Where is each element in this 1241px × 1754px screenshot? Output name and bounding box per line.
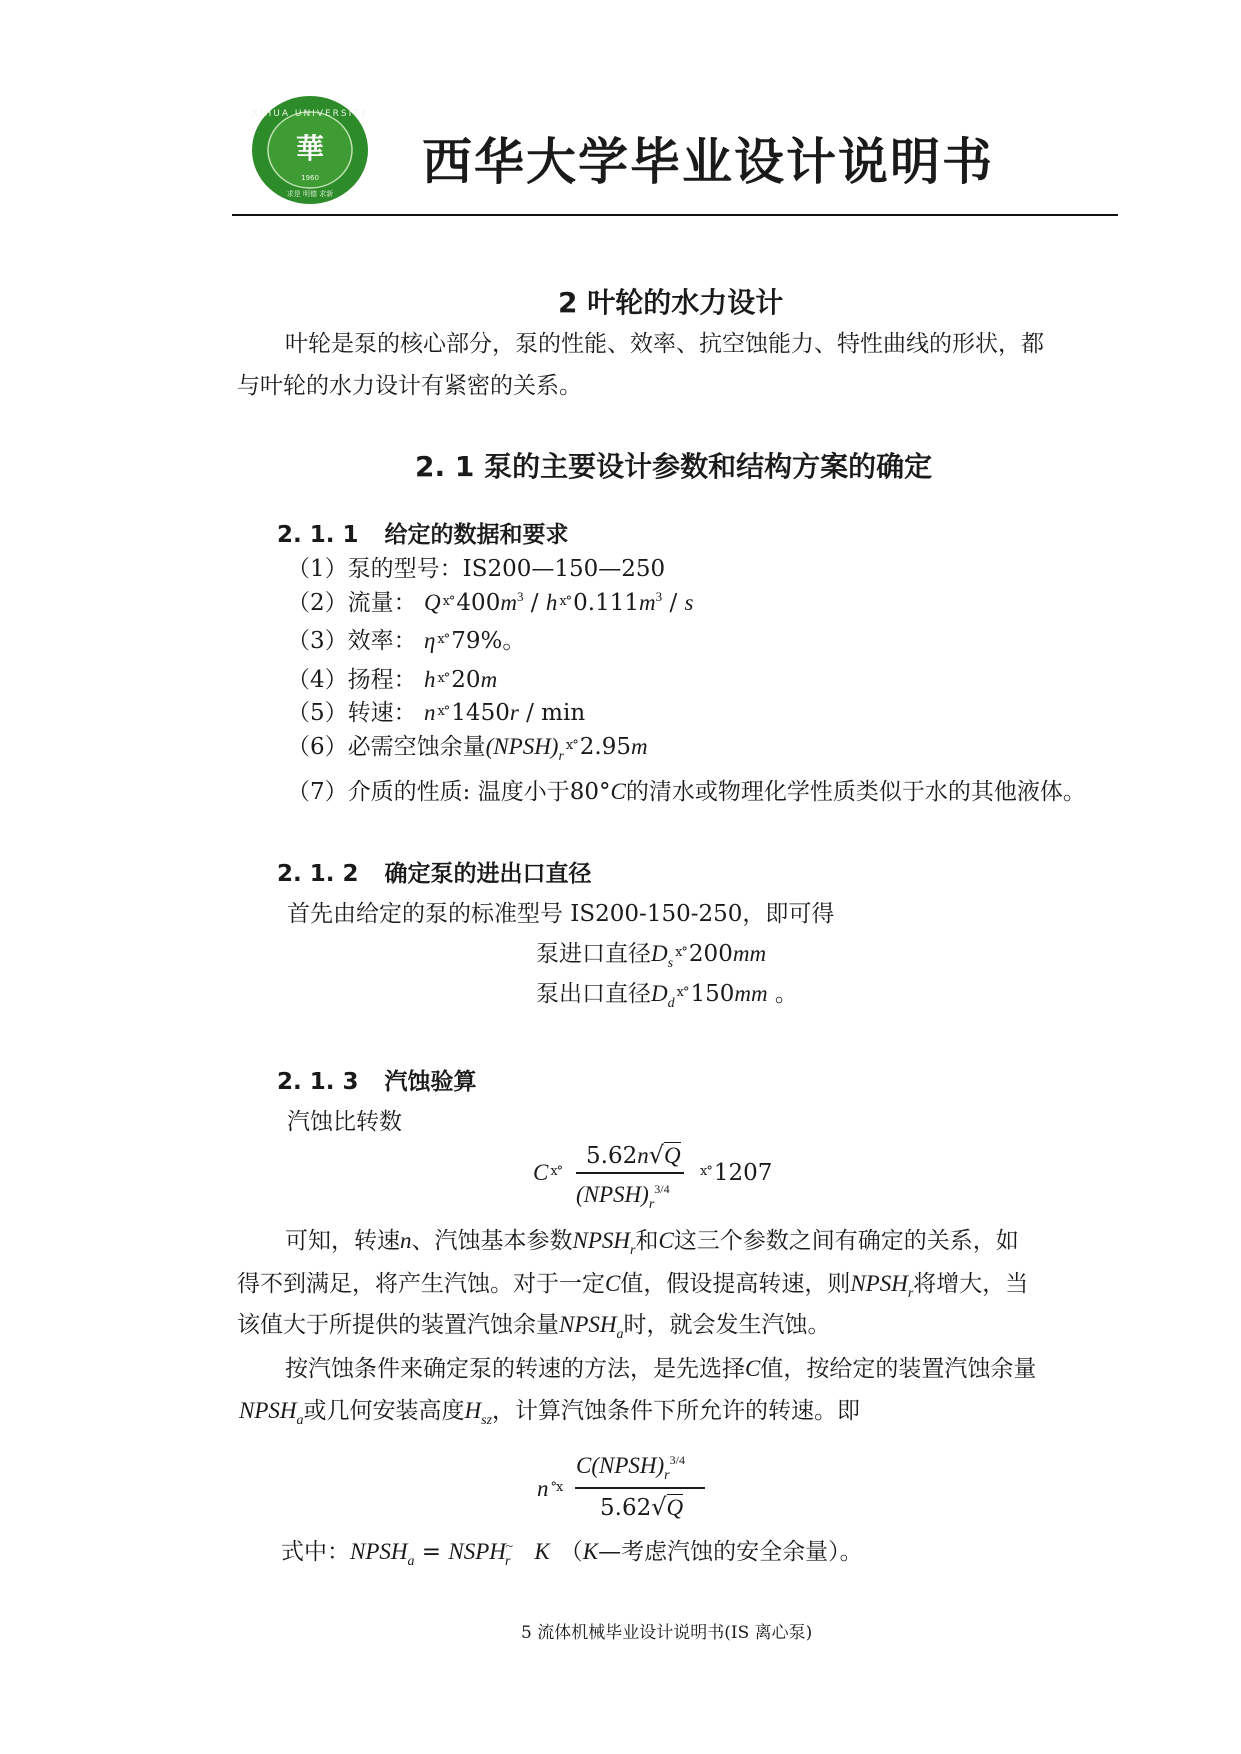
inlet-diameter: 泵进口直径$D_s^{ⅹ^\circ}200mm$: [536, 941, 767, 971]
section-number: 2. 1. 2: [277, 861, 359, 887]
section-2-1-2-intro: 首先由给定的泵的标准型号 IS200-150-250，即可得: [287, 901, 835, 927]
equals-mark: ⅹ°: [442, 594, 455, 609]
item-2: （2）流量： Q $^{ⅹ^\circ}400m^3$ / h $^{ⅹ^\circ}0.111m^3$ / s: [287, 589, 694, 616]
item-4: （4）扬程： h $^{ⅹ^\circ}$20m: [287, 667, 498, 693]
item-label: （1）泵的型号：: [287, 556, 463, 582]
university-logo: [249, 94, 371, 206]
item-label: （2）流量：: [287, 590, 417, 616]
chapter-title: 2 叶轮的水力设计: [558, 286, 784, 319]
para2-line2: $NPSH_a$或几何安装高度$H_{sz}$，计算汽蚀条件下所允许的转速。即: [239, 1398, 861, 1428]
section-2-1-1-heading: [277, 516, 569, 549]
chapter-intro-line2: 与叶轮的水力设计有紧密的关系。: [237, 373, 582, 399]
section-2-1-3-heading: [277, 1063, 477, 1096]
logo-ring-text: XIHUA UNIVERSITY: [251, 109, 369, 119]
document-header-title: 西华大学毕业设计说明书: [422, 133, 994, 191]
logo-motto: 求是 明德 求新: [286, 190, 334, 198]
eq2-numerator: $C(NPSH)_r^{3/4}$: [576, 1453, 685, 1483]
item-6: （6）必需空蚀余量$(NPSH)_r^{ⅹ^\circ}2.95m$: [287, 734, 648, 764]
section-title: 给定的数据和要求: [384, 522, 569, 548]
equation-where-clause: 式中：$NPSH_a$ = $NSPH^\sim_r$ K （K—考虑汽蚀的安全余量）。: [281, 1538, 863, 1569]
item-label: （3）效率：: [287, 628, 417, 654]
eq1-denominator: $(NPSH)_r^{3/4}$: [576, 1182, 670, 1212]
page-footer: 5 流体机械毕业设计说明书(IS 离心泵): [521, 1623, 813, 1643]
chapter-intro-line1: 叶轮是泵的核心部分，泵的性能、效率、抗空蚀能力、特性曲线的形状，都: [285, 331, 1044, 357]
svg-text:華: 華: [295, 132, 325, 165]
section-title: 汽蚀验算: [384, 1069, 477, 1095]
section-number: 2. 1. 1: [277, 522, 359, 548]
eq2-denominator: 5.62√Q: [600, 1493, 684, 1521]
para1-line3: 该值大于所提供的装置汽蚀余量$NPSH_a$时，就会发生汽蚀。: [237, 1312, 831, 1342]
item-3: （3）效率： η $^{ⅹ^\circ}$79%。: [287, 628, 526, 654]
item-1: [287, 550, 665, 583]
header-divider: [232, 214, 1118, 216]
section-2-1-2-heading: [277, 855, 592, 888]
para1-line1: 可知，转速n、汽蚀基本参数$NPSH_r$和C这三个参数之间有确定的关系，如: [285, 1228, 1019, 1258]
item-label: （6）必需空蚀余量: [287, 734, 486, 760]
item-value: IS200—150—250: [462, 556, 666, 582]
logo-year: 1960: [301, 174, 319, 182]
symbol-q: Q: [423, 590, 441, 615]
item-label: （4）扬程：: [287, 667, 417, 693]
outlet-diameter: 泵出口直径$D_d^{ⅹ^\circ}150mm$ 。: [536, 981, 798, 1011]
eq2-fraction-bar: [575, 1487, 705, 1489]
item-label: （5）转速：: [287, 700, 417, 726]
eq1-fraction-bar: [576, 1172, 684, 1174]
section-number: 2. 1. 3: [277, 1069, 359, 1095]
section-2-1-title: 2. 1 泵的主要设计参数和结构方案的确定: [415, 450, 933, 483]
item-5: （5）转速： n $^{ⅹ^\circ}$1450r / min: [287, 700, 586, 726]
para1-line2: 得不到满足，将产生汽蚀。对于一定C值，假设提高转速，则$NPSH_r$将增大，当: [237, 1271, 1029, 1301]
term-cavitation-specific-speed: 汽蚀比转数: [287, 1109, 402, 1135]
section-title: 确定泵的进出口直径: [384, 861, 592, 887]
eq1-numerator: 5.62n√Q: [586, 1141, 681, 1169]
para2-line1: 按汽蚀条件来确定泵的转速的方法，是先选择C值，按给定的装置汽蚀余量: [285, 1356, 1037, 1382]
item-7: （7）介质的性质: 温度小于80°C的清水或物理化学性质类似于水的其他液体。: [287, 779, 1086, 805]
